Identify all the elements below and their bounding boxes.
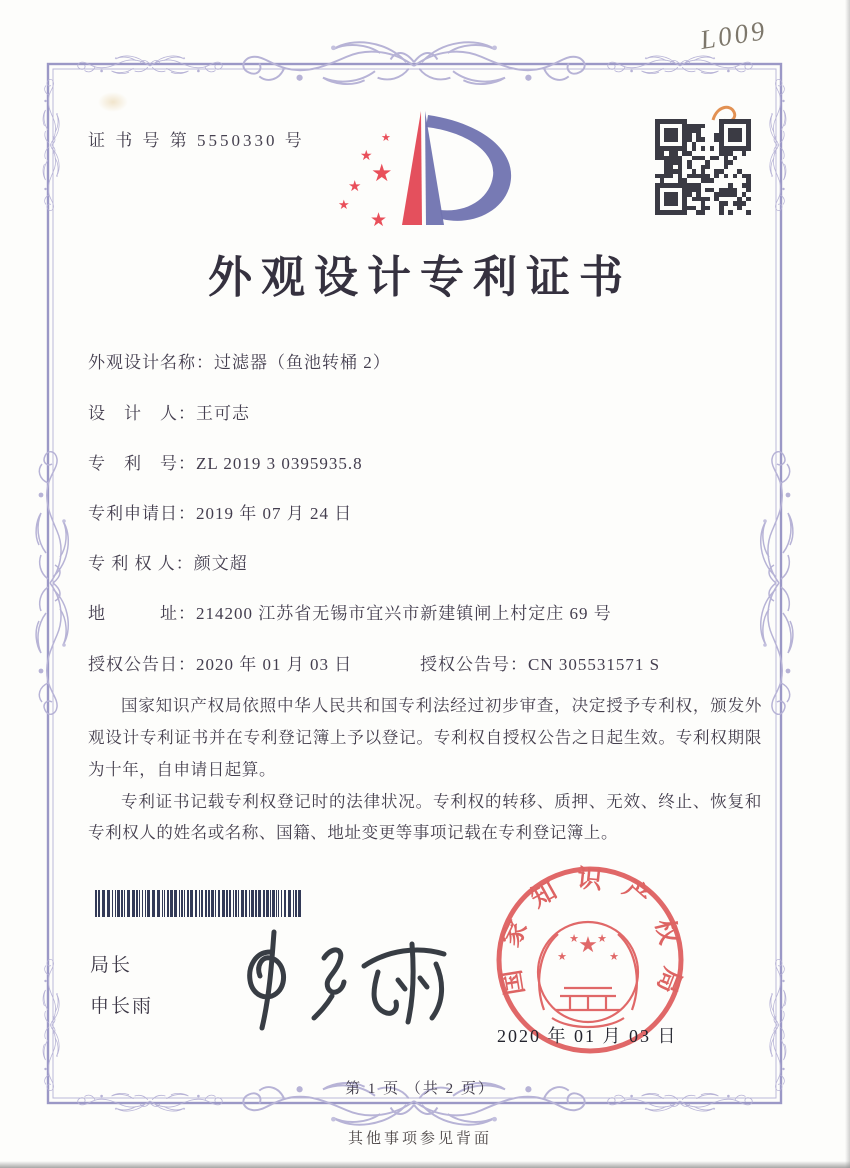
field-filing-date: [88, 499, 352, 524]
field-patentee: [88, 549, 248, 574]
signature-autograph: [212, 922, 457, 1034]
signer-block: [90, 950, 153, 1018]
seal-emblem-stars: [557, 932, 619, 963]
field-label: 专 利 权 人：: [88, 554, 194, 573]
signer-title: 局长: [90, 955, 133, 976]
field-label: 地 址：: [88, 604, 196, 623]
field-grant-number: [420, 650, 660, 675]
logo-star-icon: ★: [371, 161, 393, 187]
body-paragraph-1: 国家知识产权局依照中华人民共和国专利法经过初步审查，决定授予专利权，颁发外观设计专利证书并在专利登记簿上予以登记。专利权自授权公告之日起生效。专利权期限为十年，自申请日起算。: [88, 696, 762, 779]
seal-date: 2020 年 01 月 03 日: [497, 1026, 678, 1046]
certificate-number: 证 书 号 第 5550330 号: [88, 131, 305, 150]
certificate-body: [88, 690, 762, 849]
field-value: 过滤器（鱼池转桶 2）: [214, 353, 391, 372]
qr-code: [655, 119, 751, 215]
field-designer: [88, 399, 250, 424]
body-paragraph-2: 专利证书记载专利权登记时的法律状况。专利权的转移、质押、无效、终止、恢复和专利权人的姓名或名称、国籍、地址变更等事项记载在专利登记簿上。: [88, 791, 762, 843]
field-grant-date: [88, 650, 352, 675]
scan-edge: [0, 1161, 850, 1168]
field-value: 2019 年 07 月 24 日: [196, 504, 353, 523]
certificate-title: 外观设计专利证书: [208, 253, 632, 302]
seal-text: 国家知识产权局: [495, 865, 687, 1015]
field-label: 授权公告日：: [88, 655, 196, 674]
field-value: ZL 2019 3 0395935.8: [196, 454, 363, 473]
cnipa-logo: [330, 103, 530, 238]
field-value: 颜文超: [193, 554, 248, 573]
field-value: 王可志: [196, 404, 250, 423]
logo-star-icon: ★: [348, 179, 362, 195]
back-note: 其他事项参见背面: [347, 1131, 492, 1147]
field-value: 2020 年 01 月 03 日: [196, 655, 353, 674]
page-number: 第 1 页 （共 2 页）: [345, 1081, 495, 1097]
field-label: 授权公告号：: [420, 655, 528, 674]
logo-star-icon: ★: [338, 197, 350, 212]
logo-red-spike: [402, 111, 422, 225]
field-label: 专 利 号：: [88, 454, 196, 473]
scan-edge: [845, 0, 850, 1168]
paper-stain: [98, 92, 128, 112]
handwritten-code: L009: [697, 14, 770, 56]
svg-text:★: ★: [609, 951, 619, 963]
field-label: 外观设计名称：: [88, 353, 214, 372]
svg-text:★: ★: [597, 933, 607, 945]
field-design-name: [88, 348, 391, 373]
field-label: 设 计 人：: [88, 404, 196, 423]
svg-text:★: ★: [578, 932, 598, 957]
logo-star-icon: ★: [360, 149, 373, 164]
field-patent-number: [88, 449, 363, 474]
svg-text:★: ★: [569, 933, 579, 945]
field-value: CN 305531571 S: [528, 655, 661, 674]
svg-text:★: ★: [557, 951, 567, 963]
logo-star-icon: ★: [370, 210, 388, 231]
barcode: [95, 890, 315, 917]
field-label: 专利申请日：: [88, 504, 196, 523]
signer-name: 申长雨: [90, 996, 154, 1017]
logo-star-icon: ★: [381, 132, 391, 144]
field-address: [88, 599, 612, 624]
field-value: 214200 江苏省无锡市宜兴市新建镇闸上村定庄 69 号: [196, 604, 612, 623]
